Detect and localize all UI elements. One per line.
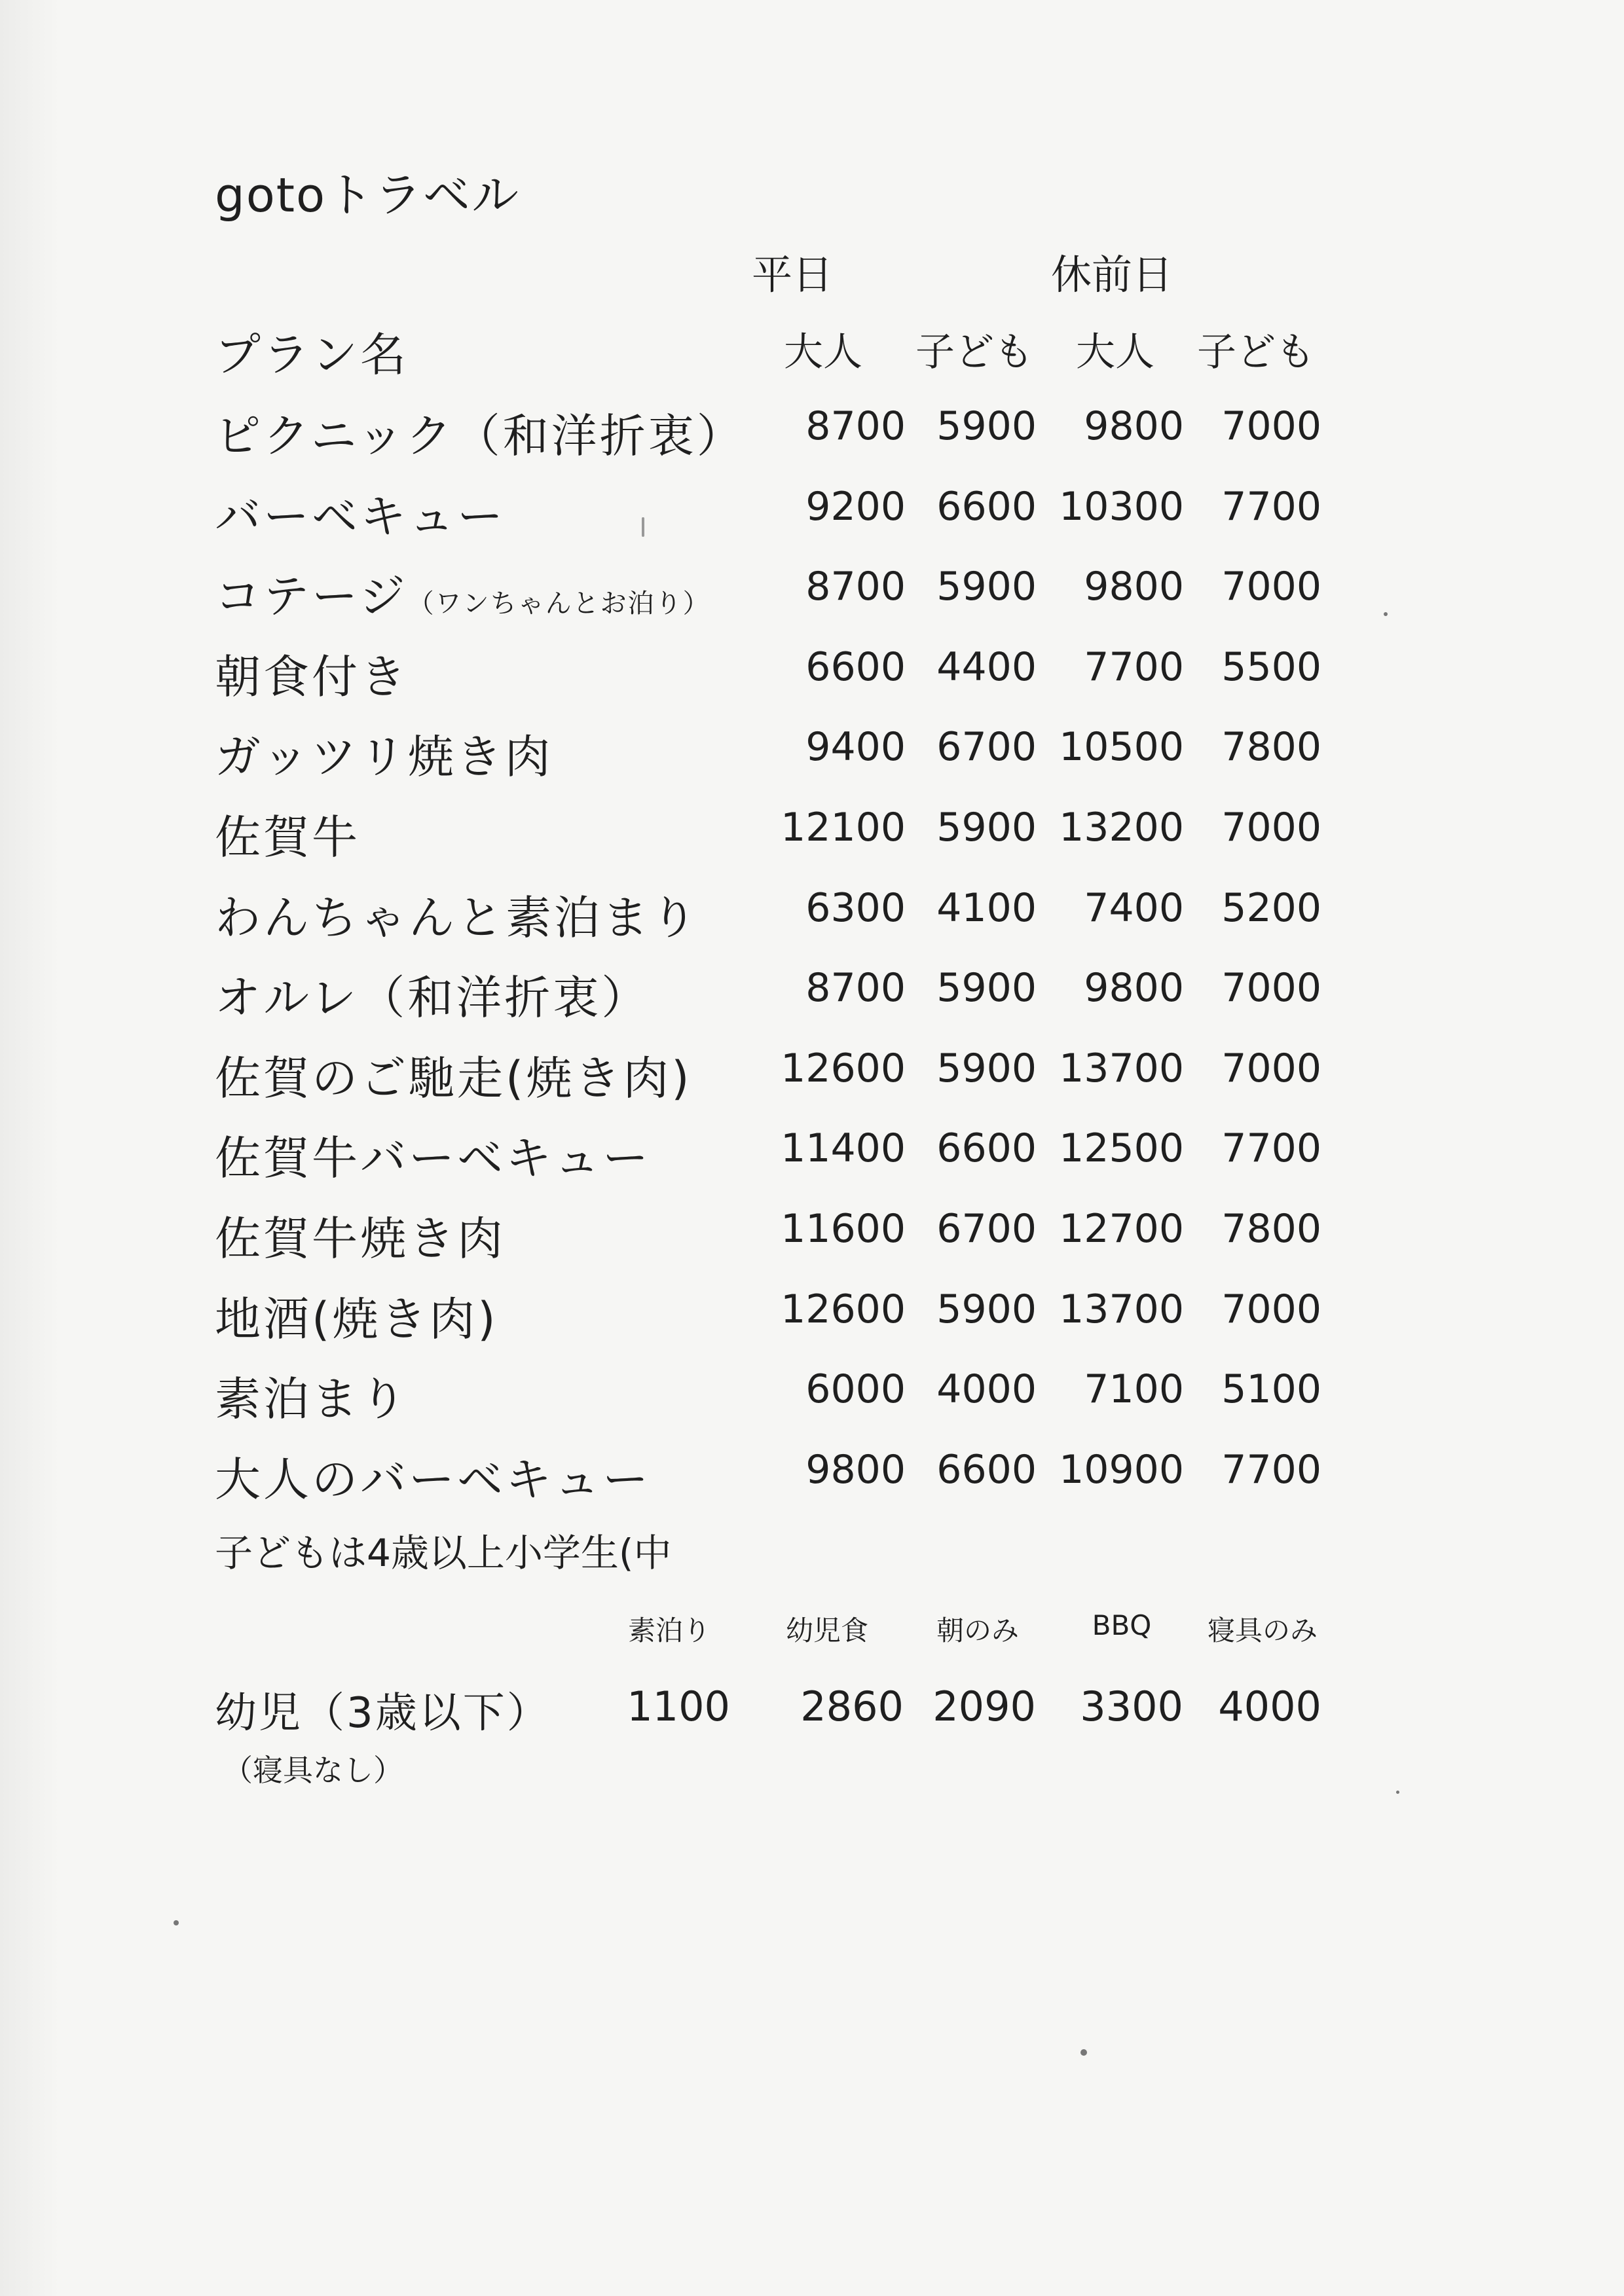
price-weekday-child: 4400 [936, 644, 1037, 690]
column-header-plan-name: プラン名 [215, 328, 409, 382]
price-holiday-adult: 10900 [1059, 1447, 1184, 1493]
price-holiday-adult: 10300 [1059, 484, 1184, 530]
price-weekday-child: 5900 [936, 805, 1037, 850]
price-weekday-child: 6600 [936, 484, 1037, 530]
price-weekday-adult: 6000 [805, 1366, 906, 1412]
price-holiday-adult: 12700 [1059, 1206, 1184, 1252]
plan-name-text: わんちゃんと素泊まり [215, 891, 699, 945]
price-weekday-adult: 8700 [805, 965, 906, 1011]
infant-price-bbq: 3300 [1080, 1683, 1183, 1730]
price-holiday-adult: 10500 [1059, 724, 1184, 770]
price-weekday-child: 5900 [936, 564, 1037, 610]
price-holiday-adult: 7400 [1084, 885, 1184, 931]
plan-name [215, 560, 710, 626]
infant-label: 幼児（3歳以下） [215, 1689, 551, 1738]
plan-name [215, 801, 360, 867]
price-weekday-adult: 8700 [805, 564, 906, 610]
scan-speck [1080, 2049, 1087, 2056]
plan-name-text: 佐賀牛 [215, 811, 360, 864]
plan-name [215, 961, 650, 1027]
group-header-holiday-eve: 休前日 [1051, 251, 1173, 299]
scan-speck [1396, 1791, 1399, 1794]
price-holiday-adult: 13700 [1059, 1046, 1184, 1091]
price-holiday-child: 7000 [1221, 965, 1321, 1011]
price-weekday-child: 5900 [936, 1046, 1037, 1091]
column-header-weekday-adult: 大人 [784, 329, 862, 375]
group-header-weekday: 平日 [752, 251, 834, 299]
plan-name [215, 1362, 409, 1429]
infant-subnote: （寝具なし） [223, 1753, 403, 1788]
plan-name-note: （ワンちゃんとお泊り） [407, 589, 710, 619]
price-holiday-child: 7800 [1221, 724, 1321, 770]
price-holiday-child: 5500 [1221, 644, 1321, 690]
price-weekday-child: 5900 [936, 1286, 1037, 1332]
price-holiday-child: 7700 [1221, 484, 1321, 530]
infant-header-infant-meal: 幼児食 [785, 1614, 868, 1647]
price-weekday-child: 4100 [936, 885, 1037, 931]
price-holiday-adult: 13200 [1059, 805, 1184, 850]
infant-header-bbq: BBQ [1092, 1609, 1152, 1641]
plan-name [215, 1443, 651, 1509]
column-header-weekday-child: 子ども [915, 329, 1033, 375]
price-weekday-adult: 11400 [781, 1125, 906, 1171]
price-weekday-child: 4000 [936, 1366, 1037, 1412]
scan-speck [174, 1920, 179, 1925]
price-holiday-child: 7700 [1221, 1447, 1321, 1493]
infant-header-bedding-only: 寝具のみ [1207, 1614, 1318, 1647]
plan-name [215, 480, 506, 546]
price-holiday-child: 7000 [1221, 564, 1321, 610]
plan-name [215, 1121, 651, 1188]
price-weekday-adult: 6600 [805, 644, 906, 690]
plan-name-text: コテージ [215, 570, 408, 623]
plan-name [215, 399, 745, 465]
scan-mark [642, 517, 644, 537]
plan-name-text: ガッツリ焼き肉 [215, 730, 553, 784]
plan-name-text: 大人のバーベキュー [215, 1453, 651, 1506]
price-holiday-child: 7800 [1221, 1206, 1321, 1252]
price-holiday-adult: 7100 [1084, 1366, 1184, 1412]
price-weekday-child: 6700 [936, 1206, 1037, 1252]
price-holiday-adult: 9800 [1084, 564, 1184, 610]
plan-name [215, 640, 409, 706]
price-weekday-child: 6600 [936, 1125, 1037, 1171]
price-weekday-adult: 12600 [781, 1046, 906, 1091]
price-holiday-adult: 9800 [1084, 403, 1184, 449]
price-holiday-adult: 7700 [1084, 644, 1184, 690]
price-weekday-child: 6700 [936, 724, 1037, 770]
infant-header-room-only: 素泊り [627, 1614, 710, 1647]
plan-name-text: 朝食付き [215, 650, 409, 704]
price-weekday-adult: 12100 [781, 805, 906, 850]
plan-name [215, 1202, 506, 1268]
plan-name-text: バーベキュー [215, 490, 506, 543]
price-weekday-adult: 9800 [805, 1447, 906, 1493]
infant-price-bedding-only: 4000 [1218, 1683, 1321, 1730]
child-age-note: 子どもは4歳以上小学生(中 [215, 1531, 672, 1575]
price-holiday-child: 7000 [1221, 403, 1321, 449]
plan-name-text: 佐賀牛焼き肉 [215, 1212, 506, 1266]
price-weekday-child: 5900 [936, 403, 1037, 449]
paper-edge [0, 0, 60, 2296]
plan-name-text: オルレ（和洋折衷） [215, 971, 650, 1025]
plan-name-text: ピクニック（和洋折衷） [215, 409, 745, 463]
plan-name-text: 素泊まり [215, 1372, 409, 1426]
price-holiday-adult: 13700 [1059, 1286, 1184, 1332]
infant-price-room-only: 1100 [627, 1683, 730, 1730]
price-holiday-child: 7000 [1221, 1286, 1321, 1332]
plan-name-text: 佐賀牛バーベキュー [215, 1131, 651, 1185]
price-weekday-adult: 8700 [805, 403, 906, 449]
document-title: gotoトラベル [215, 168, 521, 223]
scan-speck [1384, 612, 1388, 616]
price-weekday-adult: 9200 [805, 484, 906, 530]
plan-name [215, 881, 699, 947]
price-weekday-child: 6600 [936, 1447, 1037, 1493]
price-holiday-adult: 9800 [1084, 965, 1184, 1011]
plan-name-text: 佐賀のご馳走(焼き肉) [215, 1051, 692, 1105]
plan-name [215, 1283, 498, 1349]
infant-header-breakfast-only: 朝のみ [936, 1614, 1019, 1647]
price-holiday-child: 7000 [1221, 1046, 1321, 1091]
price-holiday-child: 5200 [1221, 885, 1321, 931]
column-header-holiday-child: 子ども [1197, 329, 1315, 375]
price-weekday-adult: 12600 [781, 1286, 906, 1332]
column-header-holiday-adult: 大人 [1076, 329, 1154, 375]
price-weekday-adult: 11600 [781, 1206, 906, 1252]
plan-name [215, 1042, 692, 1108]
price-holiday-adult: 12500 [1059, 1125, 1184, 1171]
plan-name [215, 720, 553, 786]
price-holiday-child: 7000 [1221, 805, 1321, 850]
price-holiday-child: 7700 [1221, 1125, 1321, 1171]
price-weekday-adult: 6300 [805, 885, 906, 931]
price-holiday-child: 5100 [1221, 1366, 1321, 1412]
plan-name-text: 地酒(焼き肉) [215, 1292, 498, 1346]
price-weekday-adult: 9400 [805, 724, 906, 770]
infant-price-infant-meal: 2860 [800, 1683, 904, 1730]
infant-price-breakfast-only: 2090 [932, 1683, 1036, 1730]
price-weekday-child: 5900 [936, 965, 1037, 1011]
